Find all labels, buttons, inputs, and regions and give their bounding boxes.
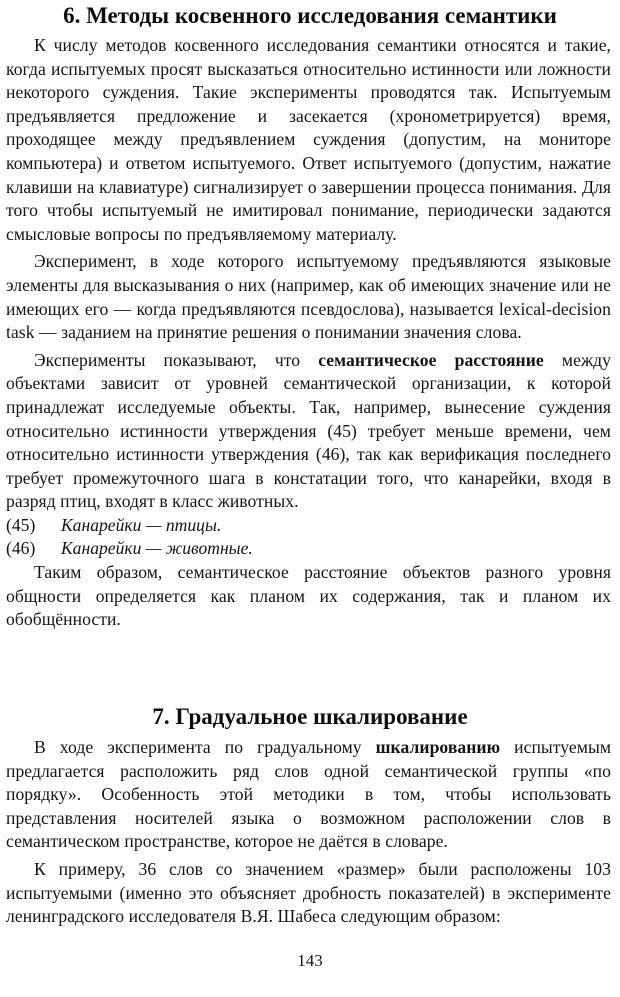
term-bold: семантическое расстояние: [318, 349, 544, 370]
page-number: 143: [297, 951, 323, 970]
paragraph: К числу методов косвенного исследования семантики относятся и такие, когда испытуемых просят высказаться относительно истинности или ложности некоторого суждения. Такие эксперименты проводятся так. Испытуемым предъявляется предложение и засекается (хронометрируется) время, проходящее между предъявлением суждения (допустим, на мониторе компьютера) и ответом испытуемого. Ответ испытуемого (допустим, нажатие клавиши на клавиатуре) сигнализирует о завершении процесса понимания. Для того чтобы испытуемый не имитировал понимание, периодически задаются смысловые вопросы по предъявляемому материалу.: [6, 35, 611, 244]
term-bold: шкалированию: [375, 737, 501, 757]
section-7-heading: 7. Градуальное шкалирование: [152, 704, 468, 729]
paragraph: К примеру, 36 слов со значением «размер» были расположены 103 испытуемыми (именно это объясняет дробность показателей) в эксперименте ленинградского исследователя В.Я. Шабеса следующим образом:: [6, 858, 611, 927]
paragraph: Таким образом, семантическое расстояние объектов разного уровня общности определяется как планом их содержания, так и планом их обобщённости.: [6, 562, 611, 630]
paragraph-text: между объектами зависит от уровней семантической организации, к которой принадлежат исследуемые объекты. Так, например, вынесение суждения относительно истинности утверждения (45) требует меньше времени, чем относительно истинности утверждения (46), так как верификация последнего требует промежуточного шага в констатации того, что канарейки, входя в разряд птиц, входят в класс животных.: [6, 349, 611, 512]
example-46: [6, 537, 611, 561]
example-number: (46): [6, 538, 36, 559]
paragraph-text: испытуемым предлагается расположить ряд слов одной семантической группы «по порядку». Особенность этой методики в том, чтобы использовать представления носителей языка о возможном расположении слов в семантическом пространстве, которое не даётся в словаре.: [6, 737, 612, 852]
section-6-heading: 6. Методы косвенного исследования семантики: [63, 3, 557, 28]
example-text: Канарейки — животные.: [61, 538, 253, 559]
section-7-body: [6, 736, 611, 929]
paragraph: [6, 736, 611, 854]
example-45: [6, 514, 611, 538]
paragraph-text: В ходе эксперимента по градуальному: [34, 737, 376, 757]
paragraph: [6, 349, 611, 514]
example-text: Канарейки — птицы.: [61, 514, 222, 535]
paragraph: Эксперимент, в ходе которого испытуемому предъявляются языковые элементы для высказывания о них (например, как об имеющих значение или не имеющих его — когда предъявляются псевдослова), называется lexical-decision task — заданием на принятие решения о понимании значения слова.: [6, 251, 611, 343]
section-6-body: [6, 34, 611, 632]
paragraph-text: Эксперименты показывают, что: [34, 349, 319, 370]
example-number: (45): [6, 514, 36, 535]
